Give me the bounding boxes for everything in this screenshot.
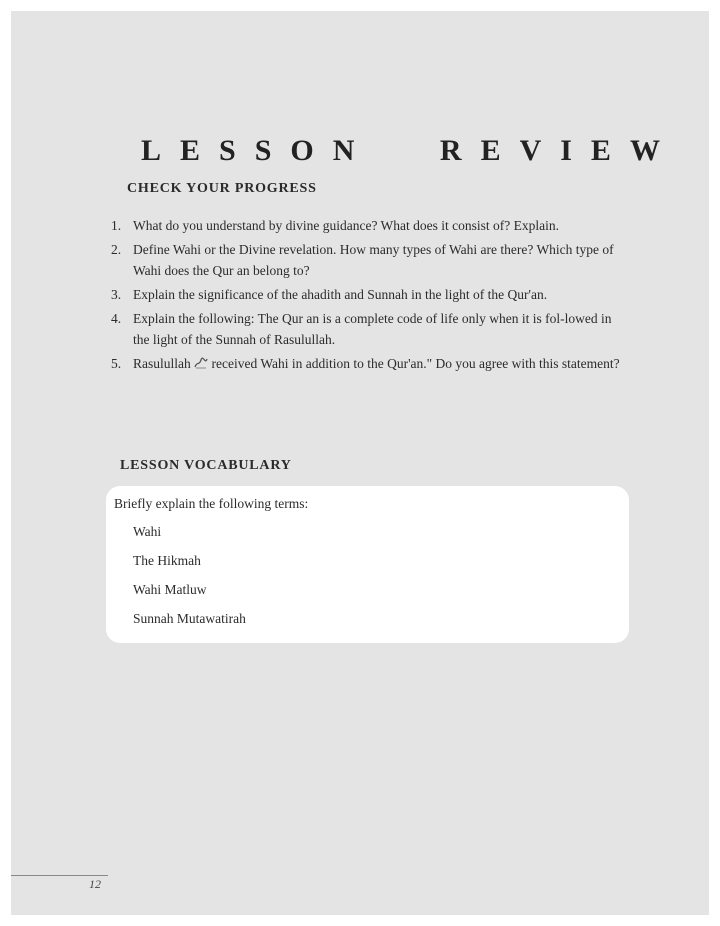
vocab-term: Wahi Matluw xyxy=(133,582,207,597)
page xyxy=(11,11,709,915)
question-number: 5. xyxy=(111,356,122,371)
page-title xyxy=(11,134,709,168)
vocab-heading: LESSON VOCABULARY xyxy=(120,458,292,473)
question-item xyxy=(111,353,631,374)
question-list xyxy=(111,215,631,377)
vocab-term: Sunnah Mutawatirah xyxy=(133,611,246,626)
progress-heading: CHECK YOUR PROGRESS xyxy=(127,181,317,196)
vocab-term: The Hikmah xyxy=(133,553,201,568)
question-text: Explain the following: The Qur an is a complete code of life only when it is fol-lowed in the light of the Sunnah of Rasulullah. xyxy=(133,311,612,347)
footer-rule xyxy=(11,875,108,876)
title-word: REVIEW xyxy=(439,134,679,167)
question-text xyxy=(133,353,631,374)
question-text: What do you understand by divine guidance? What does it consist of? Explain. xyxy=(133,218,560,233)
vocab-term: Wahi xyxy=(133,524,162,539)
title-word: LESSON xyxy=(141,134,374,167)
question-item xyxy=(111,215,631,236)
question-item xyxy=(111,239,631,281)
vocab-box xyxy=(106,486,629,643)
question-text-part: Rasulullah xyxy=(133,356,191,371)
pbuh-calligraphy-icon xyxy=(194,354,208,366)
question-text: Explain the significance of the ahadith and Sunnah in the light of the Qur'an. xyxy=(133,287,548,302)
question-number: 4. xyxy=(111,311,122,326)
question-number: 3. xyxy=(111,287,122,302)
question-number: 1. xyxy=(111,218,122,233)
question-number: 2. xyxy=(111,242,122,257)
question-text-part: received Wahi in addition to the Qur'an." Do you agree with this statement? xyxy=(208,356,620,371)
question-item xyxy=(111,284,631,305)
question-text: Define Wahi or the Divine revelation. How many types of Wahi are there? Which type of Wahi does the Qur an belong to? xyxy=(133,242,614,278)
question-item xyxy=(111,308,631,350)
vocab-intro: Briefly explain the following terms: xyxy=(114,496,309,511)
page-number: 12 xyxy=(89,877,101,891)
